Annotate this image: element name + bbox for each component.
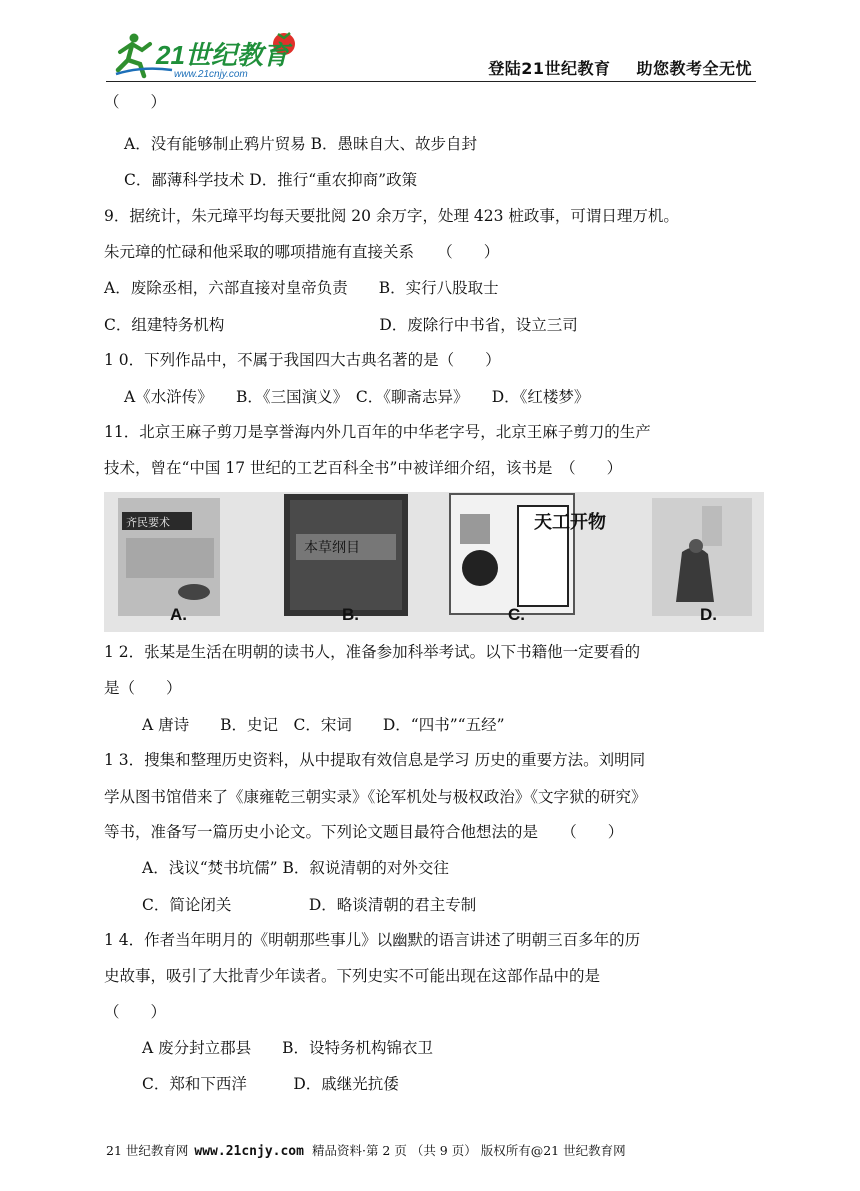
footer-site-url[interactable]: www.21cnjy.com	[194, 1144, 304, 1159]
q13-stem-line3: 等书，准备写一篇历史小论文。下列论文题目最符合他想法的是 （ ）	[104, 823, 624, 841]
q11-stem-line2: 技术，曾在“中国 17 世纪的工艺百科全书”中被详细介绍，该书是 （ ）	[104, 459, 623, 477]
q12-options: A 唐诗 B．史记 C．宋词 D．“四书”“五经”	[142, 716, 505, 734]
book-cover-d	[652, 498, 752, 616]
figure-label-d: D.	[700, 605, 717, 624]
svg-text:齐民要术: 齐民要术	[126, 516, 170, 529]
q13-options-ab: A．浅议“焚书坑儒” B．叙说清朝的对外交往	[142, 859, 449, 877]
book-cover-a	[118, 498, 220, 616]
q10-stem: 1 0．下列作品中，不属于我国四大古典名著的是（ ）	[104, 351, 501, 369]
footer-copyright: 版权所有@21 世纪教育网	[480, 1143, 626, 1158]
svg-text:本草纲目: 本草纲目	[304, 540, 360, 556]
q8-options-ab: A．没有能够制止鸦片贸易 B．愚昧自大、故步自封	[124, 135, 478, 153]
book-covers-figure	[104, 492, 764, 632]
q14-answer-bracket: （ ）	[104, 1003, 167, 1021]
page-header	[106, 26, 756, 82]
figure-label-a: A.	[170, 605, 187, 624]
book-c-title: 天工开物	[534, 512, 606, 533]
q13-stem-line1: 1 3．搜集和整理历史资料，从中提取有效信息是学习 历史的重要方法。刘明同	[104, 751, 646, 769]
book-covers-illustration	[104, 492, 764, 632]
header-slogan	[488, 56, 752, 79]
q13-stem-line2: 学从图书馆借来了《康雍乾三朝实录》《论军机处与极权政治》《文字狱的研究》	[104, 788, 647, 806]
q12-stem-line2: 是（ ）	[104, 679, 182, 697]
figure-label-b: B.	[342, 605, 359, 624]
q14-stem-line2: 史故事，吸引了大批青少年读者。下列史实不可能出现在这部作品中的是	[104, 967, 601, 985]
q13-options-cd: C．简论闭关 D．略谈清朝的君主专制	[142, 896, 477, 914]
q8-options-cd: C．鄙薄科学技术 D．推行“重农抑商”政策	[124, 171, 418, 189]
site-logo	[112, 30, 312, 80]
q10-options: A《水浒传》 B．《三国演义》 C．《聊斋志异》 D．《红楼梦》	[124, 388, 590, 406]
slogan-left: 登陆21世纪教育	[488, 59, 611, 78]
footer-site-name: 21 世纪教育网	[106, 1143, 189, 1158]
slogan-right: 助您教考全无忧	[636, 59, 752, 78]
q9-options-cd: C．组建特务机构 D．废除行中书省，设立三司	[104, 316, 578, 334]
q9-stem-line1: 9．据统计，朱元璋平均每天要批阅 20 余万字，处理 423 桩政事，可谓日理万机。	[104, 207, 679, 225]
q14-options-cd: C．郑和下西洋 D．戚继光抗倭	[142, 1075, 399, 1093]
figure-label-c: C.	[508, 605, 525, 624]
q11-stem-line1: 11．北京王麻子剪刀是享誉海内外几百年的中华老字号，北京王麻子剪刀的生产	[104, 423, 651, 441]
footer-page-info: 精品资料·第 2 页 （共 9 页）	[311, 1143, 477, 1158]
q8-answer-bracket: （ ）	[104, 93, 167, 111]
logo-url: www.21cnjy.com	[174, 69, 248, 80]
q14-options-ab: A 废分封立郡县 B．设特务机构锦衣卫	[142, 1039, 434, 1057]
q9-options-ab: A．废除丞相，六部直接对皇帝负责 B．实行八股取士	[104, 279, 499, 297]
header-divider	[106, 81, 756, 82]
q9-stem-line2: 朱元璋的忙碌和他采取的哪项措施有直接关系 （ ）	[104, 243, 500, 261]
logo-text: 21世纪教育	[156, 40, 289, 70]
q14-stem-line1: 1 4．作者当年明月的《明朝那些事儿》以幽默的语言讲述了明朝三百多年的历	[104, 931, 641, 949]
page-footer	[106, 1141, 766, 1159]
q12-stem-line1: 1 2．张某是生活在明朝的读书人，准备参加科举考试。以下书籍他一定要看的	[104, 643, 641, 661]
book-cover-b	[284, 494, 408, 616]
